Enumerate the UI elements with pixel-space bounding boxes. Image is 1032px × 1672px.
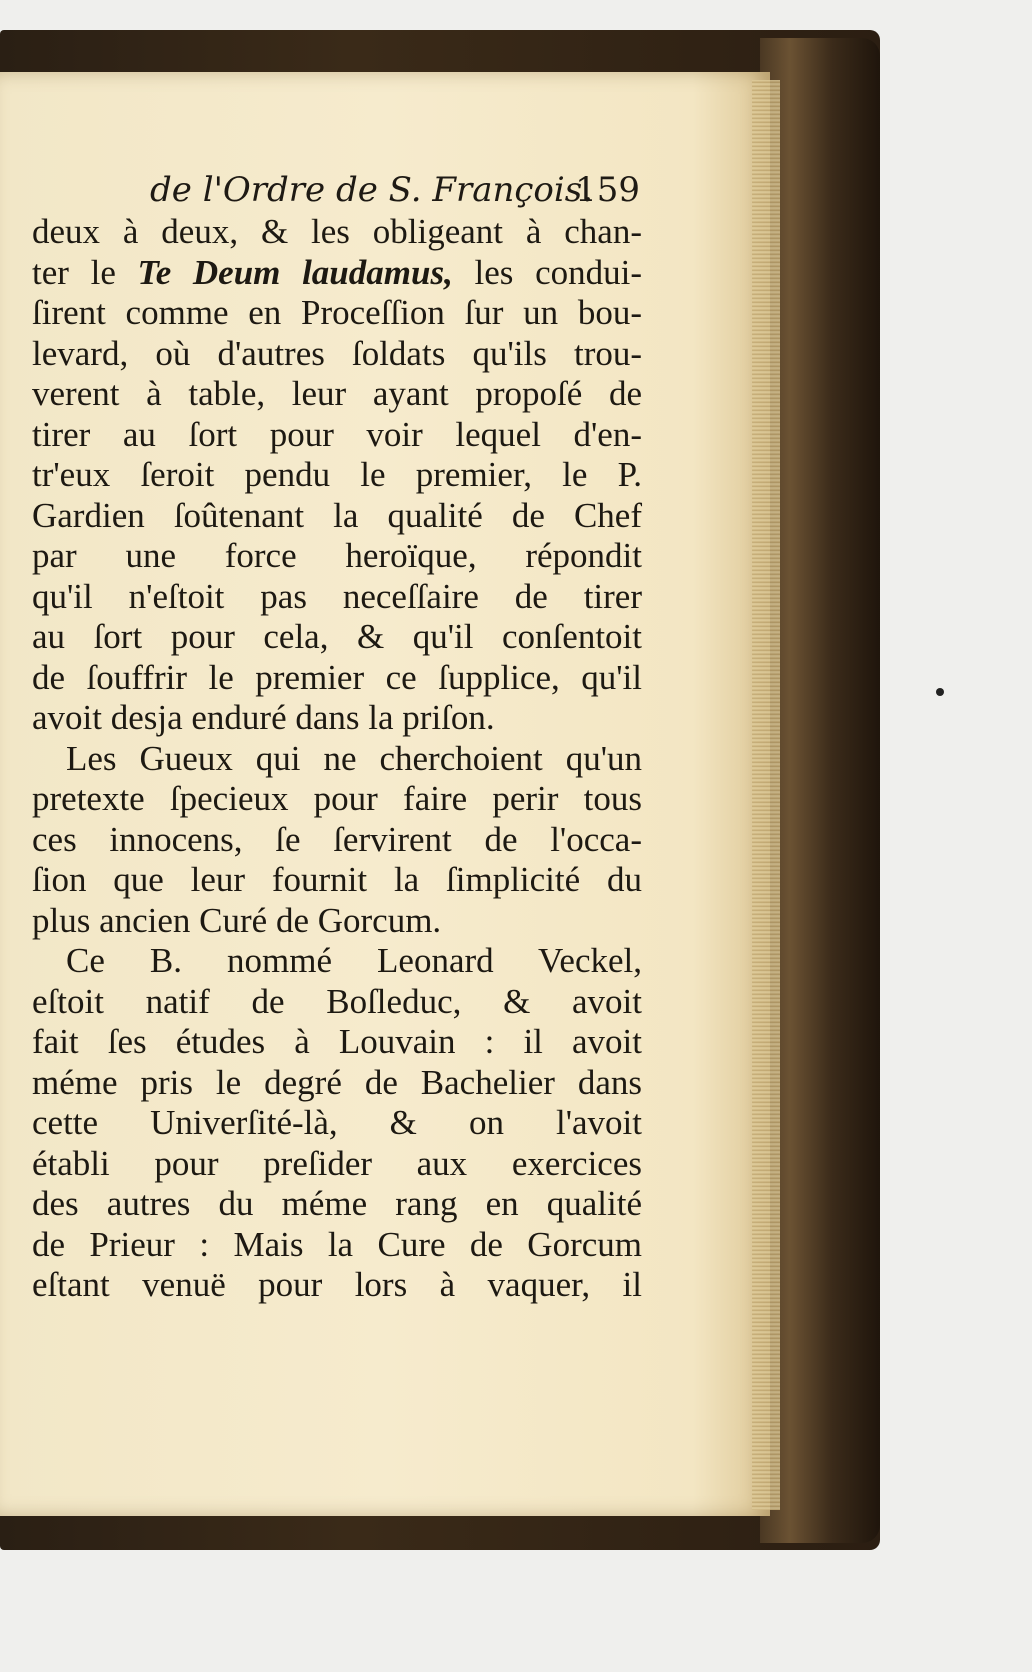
text-fragment: ter le [32, 252, 138, 292]
text-line: deux à deux, & les obligeant à chan- [32, 212, 642, 251]
text-line: ſion que leur fournit la ſimplicité du [32, 860, 642, 899]
body-text [32, 212, 642, 1306]
text-line: des autres du méme rang en qualité [32, 1184, 642, 1223]
text-line: ces innocens, ſe ſervirent de l'occa- [32, 819, 642, 859]
text-line: tr'eux ſeroit pendu le premier, le P. [32, 455, 642, 494]
text-line: au ſort pour cela, & qu'il conſentoit [32, 617, 642, 656]
text-line: cette Univerſité-là, & on l'avoit [32, 1103, 642, 1142]
text-line: plus ancien Curé de Gorcum. [32, 900, 442, 940]
text-line: établi pour preſider aux exercices [32, 1143, 642, 1183]
page-number: 159 [575, 170, 640, 210]
text-line: eſtant venuë pour lors à vaquer, il [32, 1265, 642, 1304]
text-line: verent à table, leur ayant propoſé de [32, 374, 642, 413]
text-line: fait ſes études à Louvain : il avoit [32, 1022, 642, 1061]
text-line: de ſouffrir le premier ce ſupplice, qu'il [32, 657, 642, 697]
text-line: avoit desja enduré dans la priſon. [32, 698, 495, 737]
text-line: par une force heroïque, répondit [32, 536, 642, 575]
text-line: méme pris le degré de Bachelier dans [32, 1062, 642, 1102]
text-line: tirer au ſort pour voir lequel d'en- [32, 414, 642, 454]
text-line-with-italic [32, 253, 642, 294]
text-line: ſirent comme en Proceſſion ſur un bou- [32, 293, 642, 332]
italic-phrase: Te Deum laudamus, [137, 252, 453, 292]
text-line: Les Gueux qui ne cherchoient qu'un [66, 738, 642, 778]
text-line: qu'il n'eſtoit pas neceſſaire de tirer [32, 576, 642, 616]
running-title: de l'Ordre de S. François. [150, 170, 594, 210]
text-line: Gardien ſoûtenant la qualité de Chef [32, 495, 642, 535]
text-line: pretexte ſpecieux pour faire perir tous [32, 779, 642, 818]
text-line: Ce B. nommé Leonard Veckel, [66, 941, 642, 980]
text-line: de Prieur : Mais la Cure de Gorcum [32, 1224, 642, 1264]
text-line: eſtoit natif de Boſleduc, & avoit [32, 981, 642, 1021]
page-edges [752, 80, 780, 1510]
dust-speck [936, 688, 944, 696]
text-line: levard, où d'autres ſoldats qu'ils trou- [32, 333, 642, 373]
text-fragment: les condui- [452, 252, 642, 292]
